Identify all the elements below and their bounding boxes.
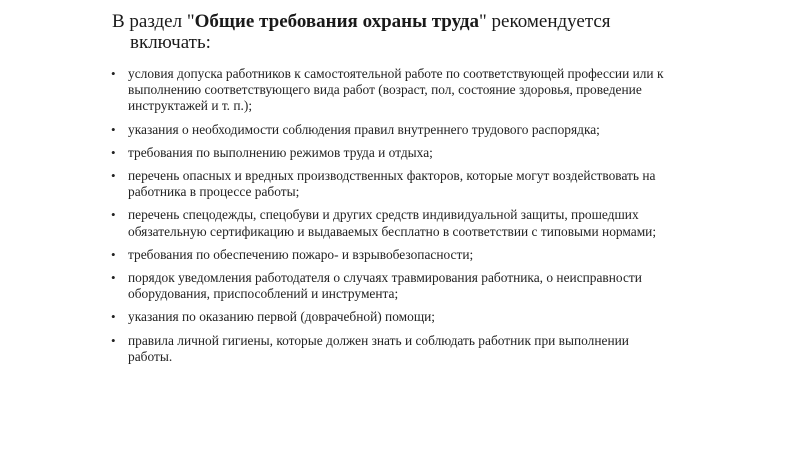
bullet-icon: •	[111, 309, 116, 325]
bullet-icon: •	[111, 121, 116, 137]
heading-line2: включать:	[130, 32, 211, 53]
heading-suffix: " рекомендуется	[479, 11, 611, 32]
list-item-text: указания о необходимости соблюдения правил внутреннего трудового распорядка;	[128, 121, 600, 137]
list-item-text: правила личной гигиены, которые должен знать и соблюдать работник при выполнении работы.	[128, 332, 629, 364]
bullet-list	[110, 66, 670, 372]
list-item	[110, 66, 670, 115]
list-item	[110, 168, 670, 200]
bullet-icon: •	[111, 270, 116, 286]
bullet-icon: •	[111, 332, 116, 348]
bullet-icon: •	[111, 168, 116, 184]
list-item	[110, 247, 670, 263]
list-item-text: требования по выполнению режимов труда и отдыха;	[128, 144, 433, 160]
list-item-text: порядок уведомления работодателя о случаях травмирования работника, о неисправности оборудования, приспособлений и инструмента;	[128, 270, 642, 302]
list-item-text: перечень опасных и вредных производственных факторов, которые могут воздействовать на работника в процессе работы;	[128, 168, 656, 200]
list-item-text: перечень спецодежды, спецобуви и других средств индивидуальной защиты, прошедших обязательную сертификацию и выдаваемых бесплатно в соответствии с типовыми нормами;	[128, 207, 657, 239]
list-item	[110, 122, 670, 138]
list-item-text: условия допуска работников к самостоятельной работе по соответствующей профессии или к выполнению соответствующего вида работ (возраст, пол, состояние здоровья, проведение инструктажей и т. п.);	[128, 66, 664, 114]
list-item	[110, 207, 670, 239]
heading-bold-title: Общие требования охраны труда	[194, 11, 480, 32]
list-item	[110, 145, 670, 161]
list-item	[110, 309, 670, 325]
heading-prefix: В раздел "	[112, 11, 195, 32]
bullet-icon: •	[111, 66, 116, 81]
bullet-icon: •	[111, 144, 116, 160]
list-item	[110, 270, 670, 302]
slide-heading	[112, 11, 672, 53]
list-item-text: указания по оказанию первой (доврачебной) помощи;	[128, 309, 436, 325]
bullet-icon: •	[111, 207, 116, 223]
list-item	[110, 333, 670, 365]
bullet-icon: •	[111, 246, 116, 262]
list-item-text: требования по обеспечению пожаро- и взрывобезопасности;	[128, 246, 474, 262]
